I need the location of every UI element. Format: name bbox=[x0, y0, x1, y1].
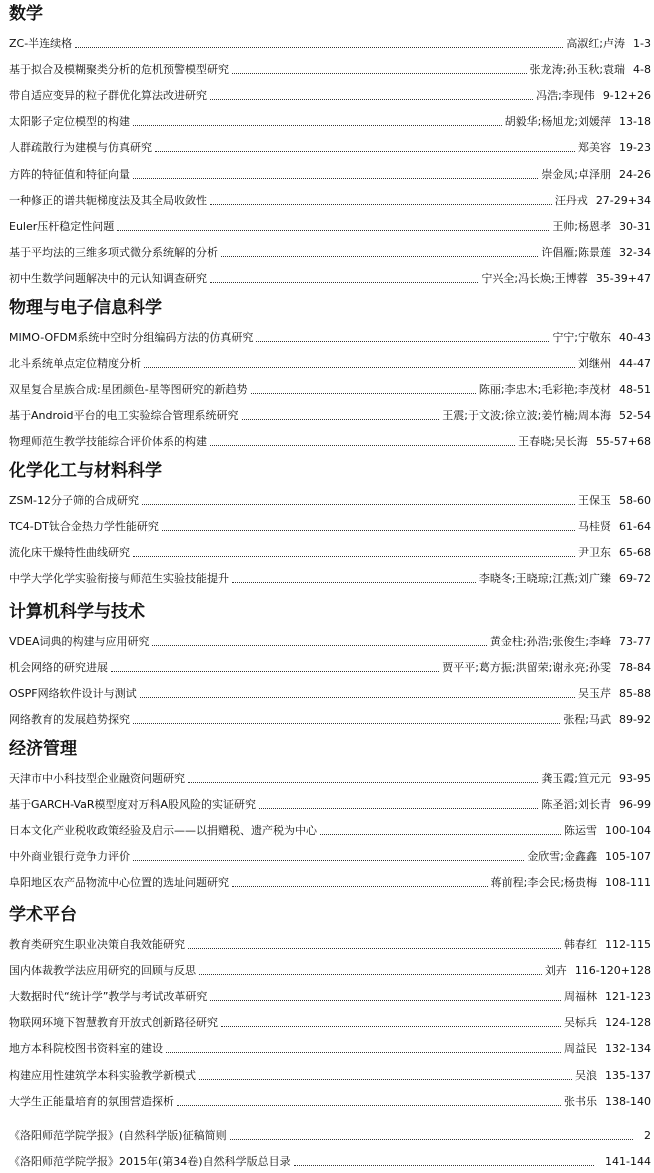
entry-title: 双星复合星族合成:星团颜色-星等图研究的新趋势 bbox=[9, 383, 248, 397]
entry-pages: 32-34 bbox=[619, 245, 651, 259]
entry-title: 基于平均法的三维多项式微分系统解的分析 bbox=[9, 245, 218, 259]
entry-authors: 金欣雪;金鑫鑫 bbox=[527, 850, 598, 864]
entry-pages: 141-144 bbox=[605, 1155, 651, 1168]
entry-authors: 陈圣滔;刘长青 bbox=[541, 798, 612, 812]
toc-entry bbox=[9, 1067, 651, 1083]
dot-leader bbox=[133, 723, 560, 724]
section-title: 计算机科学与技术 bbox=[9, 602, 145, 622]
toc-entry bbox=[9, 407, 651, 423]
entry-authors: 韩春红 bbox=[564, 938, 598, 951]
dot-leader bbox=[133, 860, 524, 861]
entry-authors: 吴标兵 bbox=[564, 1016, 598, 1030]
entry-title: ZC-半连续格 bbox=[9, 37, 73, 50]
entry-title: 大数据时代“统计学”教学与考试改革研究 bbox=[9, 990, 208, 1004]
entry-pages: 135-137 bbox=[605, 1068, 651, 1082]
toc-entry bbox=[9, 962, 651, 978]
entry-authors: 龚玉霞;笪元元 bbox=[541, 772, 612, 785]
toc-entry bbox=[9, 166, 651, 182]
entry-authors: 王保玉 bbox=[578, 494, 612, 507]
entry-pages: 108-111 bbox=[605, 876, 651, 890]
entry-authors: 王帅;杨恩孝 bbox=[552, 219, 612, 233]
dot-leader bbox=[294, 1165, 594, 1166]
entry-authors: 王春晓;吴长海 bbox=[518, 435, 588, 449]
dot-leader bbox=[210, 445, 515, 446]
entry-title: OSPF网络软件设计与测试 bbox=[9, 687, 137, 701]
entry-pages: 112-115 bbox=[605, 938, 651, 951]
entry-title: 国内体裁教学法应用研究的回顾与反思 bbox=[9, 964, 196, 978]
entry-pages: 24-26 bbox=[619, 167, 651, 181]
dot-leader bbox=[152, 645, 486, 646]
toc-entry bbox=[9, 492, 651, 508]
toc-entry bbox=[9, 770, 651, 786]
entry-title: 物理师范生教学技能综合评价体系的构建 bbox=[9, 435, 207, 449]
entry-pages: 9-12+26 bbox=[602, 89, 651, 103]
entry-authors: 周福林 bbox=[564, 990, 598, 1004]
entry-title: 初中生数学问题解决中的元认知调查研究 bbox=[9, 271, 207, 285]
toc-entry bbox=[9, 1014, 651, 1030]
dot-leader bbox=[232, 582, 476, 583]
dot-leader bbox=[142, 504, 575, 505]
entry-pages: 132-134 bbox=[605, 1042, 651, 1056]
entry-authors: 陈运雪 bbox=[564, 824, 598, 838]
toc-entry bbox=[9, 633, 651, 649]
toc-entry bbox=[9, 544, 651, 560]
toc-entry bbox=[9, 218, 651, 234]
entry-authors: 高淑红;卢涛 bbox=[566, 37, 626, 50]
dot-leader bbox=[117, 230, 549, 231]
entry-authors: 陈丽;李忠木;毛彩艳;李茂材 bbox=[478, 383, 612, 397]
toc-entry bbox=[9, 192, 651, 208]
entry-pages: 138-140 bbox=[605, 1094, 651, 1108]
dot-leader bbox=[320, 834, 561, 835]
entry-authors: 郑美容 bbox=[578, 141, 612, 155]
entry-title: VDEA词典的构建与应用研究 bbox=[9, 635, 150, 648]
toc-entry bbox=[9, 113, 651, 129]
entry-authors: 胡毅华;杨旭龙;刘媛萍 bbox=[504, 115, 612, 129]
entry-pages: 52-54 bbox=[619, 409, 651, 423]
entry-pages: 40-43 bbox=[619, 331, 651, 344]
dot-leader bbox=[210, 1000, 561, 1001]
entry-pages: 55-57+68 bbox=[595, 435, 651, 449]
entry-pages: 58-60 bbox=[619, 494, 651, 507]
entry-pages: 85-88 bbox=[619, 687, 651, 701]
entry-authors: 冯浩;李现伟 bbox=[536, 89, 595, 103]
entry-authors: 尹卫东 bbox=[578, 546, 612, 560]
footer-entry bbox=[9, 1127, 651, 1143]
section-title: 学术平台 bbox=[9, 905, 77, 925]
entry-pages: 96-99 bbox=[619, 798, 651, 812]
dot-leader bbox=[221, 256, 538, 257]
toc-entry bbox=[9, 518, 651, 534]
entry-authors: 马桂贤 bbox=[578, 520, 612, 534]
dot-leader bbox=[230, 1139, 633, 1140]
entry-pages: 121-123 bbox=[605, 990, 651, 1004]
entry-authors: 张龙涛;孙玉秋;袁瑞 bbox=[529, 63, 626, 77]
entry-title: 机会网络的研究进展 bbox=[9, 661, 108, 675]
entry-pages: 65-68 bbox=[619, 546, 651, 560]
section-title: 化学化工与材料科学 bbox=[9, 461, 162, 481]
entry-title: 网络教育的发展趋势探究 bbox=[9, 713, 130, 727]
dot-leader bbox=[251, 393, 476, 394]
entry-pages: 73-77 bbox=[619, 635, 651, 648]
entry-title: 天津市中小科技型企业融资问题研究 bbox=[9, 772, 185, 785]
dot-leader bbox=[242, 419, 440, 420]
entry-authors: 宁兴全;冯长焕;王博蓉 bbox=[481, 271, 588, 285]
entry-authors: 宁宁;宁敬东 bbox=[552, 331, 612, 344]
toc-entry bbox=[9, 685, 651, 701]
toc-entry bbox=[9, 329, 651, 345]
toc-entry bbox=[9, 1040, 651, 1056]
dot-leader bbox=[140, 697, 575, 698]
entry-pages: 1-3 bbox=[633, 37, 651, 50]
dot-leader bbox=[177, 1105, 561, 1106]
entry-title: 流化床干燥特性曲线研究 bbox=[9, 546, 130, 560]
toc-entry bbox=[9, 711, 651, 727]
entry-pages: 19-23 bbox=[619, 141, 651, 155]
dot-leader bbox=[162, 530, 575, 531]
entry-authors: 黄金柱;孙浩;张俊生;李峰 bbox=[489, 635, 612, 648]
toc-entry bbox=[9, 936, 651, 952]
section-title: 数学 bbox=[9, 4, 43, 24]
toc-entry bbox=[9, 61, 651, 77]
entry-authors: 刘继州 bbox=[578, 357, 612, 371]
toc-entry bbox=[9, 848, 651, 864]
entry-pages: 48-51 bbox=[619, 383, 651, 397]
entry-title: 北斗系统单点定位精度分析 bbox=[9, 357, 141, 371]
toc-entry bbox=[9, 355, 651, 371]
entry-pages: 105-107 bbox=[605, 850, 651, 864]
entry-title: 教育类研究生职业决策自我效能研究 bbox=[9, 938, 185, 951]
toc-entry bbox=[9, 570, 651, 586]
entry-title: 基于GARCH-VaR模型度对万科A股风险的实证研究 bbox=[9, 798, 256, 812]
entry-title: 太阳影子定位模型的构建 bbox=[9, 115, 130, 129]
entry-title: ZSM-12分子筛的合成研究 bbox=[9, 494, 139, 507]
toc-entry bbox=[9, 244, 651, 260]
entry-title: 阜阳地区农产品物流中心位置的选址问题研究 bbox=[9, 876, 229, 890]
entry-title: 构建应用性建筑学本科实验教学新模式 bbox=[9, 1068, 196, 1082]
toc-entry bbox=[9, 270, 651, 286]
toc-entry bbox=[9, 1093, 651, 1109]
entry-pages: 30-31 bbox=[619, 219, 651, 233]
toc-entry bbox=[9, 87, 651, 103]
section-title: 经济管理 bbox=[9, 739, 77, 759]
entry-authors: 蒋前程;李会民;杨贵梅 bbox=[490, 876, 598, 890]
toc-entry bbox=[9, 822, 651, 838]
entry-pages: 100-104 bbox=[605, 824, 651, 838]
entry-pages: 35-39+47 bbox=[595, 271, 651, 285]
entry-title: 一种修正的谱共轭梯度法及其全局收敛性 bbox=[9, 193, 207, 207]
toc-entry bbox=[9, 139, 651, 155]
entry-pages: 13-18 bbox=[619, 115, 651, 129]
toc-entry bbox=[9, 659, 651, 675]
entry-title: 大学生正能量培育的氛围营造探析 bbox=[9, 1094, 174, 1108]
entry-title: 中外商业银行竞争力评价 bbox=[9, 850, 130, 864]
entry-title: 日本文化产业税收政策经验及启示——以捐赠税、遗产税为中心 bbox=[9, 824, 317, 838]
dot-leader bbox=[111, 671, 439, 672]
entry-pages: 2 bbox=[644, 1129, 651, 1142]
entry-pages: 89-92 bbox=[619, 713, 651, 727]
toc-entry bbox=[9, 874, 651, 890]
entry-authors: 刘卉 bbox=[544, 964, 567, 978]
entry-pages: 44-47 bbox=[619, 357, 651, 371]
entry-title: 人群疏散行为建模与仿真研究 bbox=[9, 141, 152, 155]
toc-entry bbox=[9, 433, 651, 449]
dot-leader bbox=[155, 151, 575, 152]
dot-leader bbox=[133, 178, 538, 179]
dot-leader bbox=[199, 1079, 572, 1080]
dot-leader bbox=[144, 367, 575, 368]
entry-title: 方阵的特征值和特征向量 bbox=[9, 167, 130, 181]
entry-pages: 69-72 bbox=[619, 572, 651, 586]
dot-leader bbox=[75, 47, 563, 48]
dot-leader bbox=[210, 204, 552, 205]
footer-entry bbox=[9, 1153, 651, 1169]
entry-pages: 27-29+34 bbox=[595, 193, 651, 207]
dot-leader bbox=[259, 808, 538, 809]
entry-authors: 吴玉芹 bbox=[578, 687, 612, 701]
dot-leader bbox=[133, 556, 575, 557]
toc-entry bbox=[9, 381, 651, 397]
entry-title: 基于拟合及模糊聚类分析的危机预警模型研究 bbox=[9, 63, 229, 77]
entry-authors: 李晓冬;王晓琼;江燕;刘广臻 bbox=[478, 572, 612, 586]
dot-leader bbox=[232, 73, 527, 74]
toc-entry bbox=[9, 988, 651, 1004]
entry-title: 带自适应变异的粒子群优化算法改进研究 bbox=[9, 89, 207, 103]
entry-authors: 张程;马武 bbox=[563, 713, 612, 727]
dot-leader bbox=[188, 948, 561, 949]
entry-title: 基于Android平台的电工实验综合管理系统研究 bbox=[9, 409, 239, 423]
dot-leader bbox=[188, 782, 538, 783]
entry-authors: 许倡雁;陈景莲 bbox=[541, 245, 612, 259]
dot-leader bbox=[221, 1026, 561, 1027]
entry-title: Euler压杆稳定性问题 bbox=[9, 219, 115, 233]
entry-authors: 周益民 bbox=[564, 1042, 598, 1056]
entry-title: 《洛阳师范学院学报》(自然科学版)征稿简则 bbox=[9, 1129, 227, 1142]
entry-authors: 崇金凤;卓泽朋 bbox=[541, 167, 612, 181]
entry-title: MIMO-OFDM系统中空时分组编码方法的仿真研究 bbox=[9, 331, 254, 344]
dot-leader bbox=[199, 974, 542, 975]
entry-authors: 张书乐 bbox=[564, 1094, 598, 1108]
entry-authors: 贾平平;葛方振;洪留荣;谢永亮;孙雯 bbox=[442, 661, 612, 675]
entry-authors: 汪丹戎 bbox=[554, 193, 588, 207]
entry-title: 中学大学化学实验衔接与师范生实验技能提升 bbox=[9, 572, 229, 586]
dot-leader bbox=[210, 282, 478, 283]
dot-leader bbox=[166, 1052, 561, 1053]
section-title: 物理与电子信息科学 bbox=[9, 298, 162, 318]
dot-leader bbox=[232, 886, 488, 887]
entry-title: 《洛阳师范学院学报》2015年(第34卷)自然科学版总目录 bbox=[9, 1155, 291, 1168]
dot-leader bbox=[133, 125, 502, 126]
entry-pages: 61-64 bbox=[619, 520, 651, 534]
dot-leader bbox=[210, 99, 533, 100]
entry-pages: 116-120+128 bbox=[574, 964, 651, 978]
toc-entry bbox=[9, 796, 651, 812]
entry-title: TC4-DT钛合金热力学性能研究 bbox=[9, 520, 159, 534]
entry-title: 物联网环境下智慧教育开放式创新路径研究 bbox=[9, 1016, 218, 1030]
entry-title: 地方本科院校图书资料室的建设 bbox=[9, 1042, 163, 1056]
entry-pages: 124-128 bbox=[605, 1016, 651, 1030]
entry-pages: 78-84 bbox=[619, 661, 651, 675]
toc-entry bbox=[9, 35, 651, 51]
entry-authors: 吴浪 bbox=[575, 1068, 598, 1082]
entry-authors: 王震;于文波;徐立波;姜竹楠;周本海 bbox=[442, 409, 612, 423]
entry-pages: 4-8 bbox=[633, 63, 651, 77]
dot-leader bbox=[256, 341, 549, 342]
entry-pages: 93-95 bbox=[619, 772, 651, 785]
